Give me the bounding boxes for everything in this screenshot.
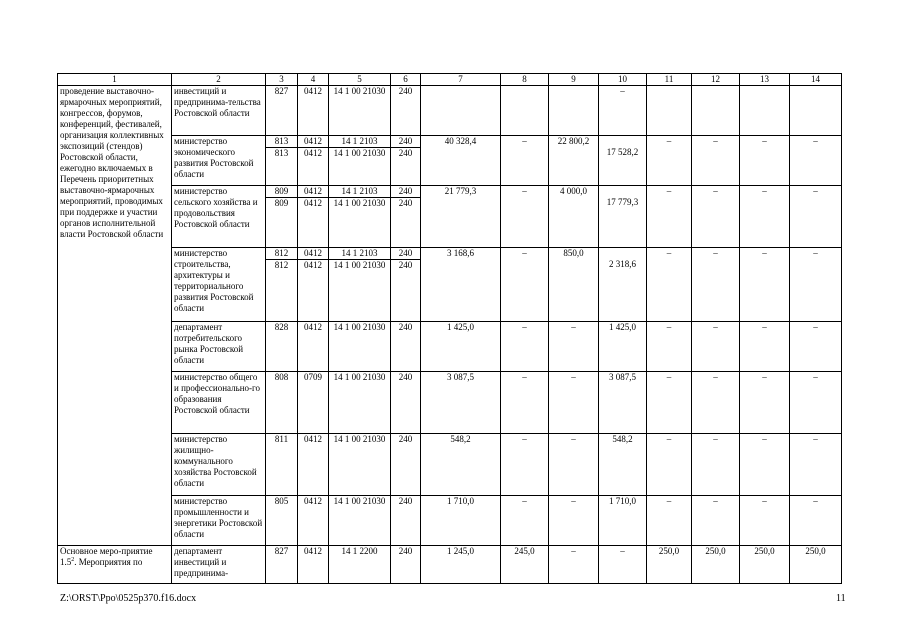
cell-c5-line: 14 1 2103: [341, 248, 378, 258]
cell-c13: –: [740, 136, 790, 186]
cell-c11: 250,0: [647, 546, 692, 584]
cell-c6-line: 240: [391, 259, 420, 271]
table-row: [58, 136, 842, 186]
cell-c8: –: [501, 322, 549, 372]
cell-c3-line: 827: [274, 86, 289, 96]
cell-c10: 548,2: [599, 434, 647, 496]
cell-c9: –: [549, 434, 599, 496]
executor-org: департамент инвестиций и предпринима-: [172, 546, 266, 584]
cell-c7: 3 168,6: [421, 248, 501, 322]
cell-c14: [790, 86, 842, 136]
cell-c11: –: [647, 136, 692, 186]
cell-c6: [391, 434, 421, 496]
cell-c4: [298, 136, 329, 186]
cell-c4: [298, 434, 329, 496]
activity-title-text: Основное меро-приятие 1.5: [60, 546, 153, 567]
column-header-1: 1: [58, 74, 172, 86]
cell-c6-line: 240: [398, 248, 413, 258]
cell-c9: –: [549, 372, 599, 434]
cell-c4: [298, 86, 329, 136]
cell-c11: –: [647, 322, 692, 372]
cell-c4-line: 0412: [304, 186, 322, 196]
cell-c14: –: [790, 186, 842, 248]
cell-c7: 1 425,0: [421, 322, 501, 372]
column-header-12: 12: [692, 74, 740, 86]
cell-c6-line: 240: [398, 86, 413, 96]
column-header-13: 13: [740, 74, 790, 86]
cell-c10: [599, 136, 647, 186]
cell-c6-line: 240: [398, 434, 413, 444]
cell-c11: –: [647, 496, 692, 546]
cell-c8: –: [501, 434, 549, 496]
cell-c10: 3 087,5: [599, 372, 647, 434]
column-header-11: 11: [647, 74, 692, 86]
cell-c9: –: [549, 496, 599, 546]
cell-c14: 250,0: [790, 546, 842, 584]
cell-c3: [266, 372, 298, 434]
cell-c6-line: 240: [391, 147, 420, 159]
cell-c5: [329, 136, 391, 186]
cell-c13: 250,0: [740, 546, 790, 584]
column-header-9: 9: [549, 74, 599, 86]
cell-c3: [266, 496, 298, 546]
cell-c3-line: 811: [274, 434, 289, 444]
cell-c5: [329, 86, 391, 136]
column-header-8: 8: [501, 74, 549, 86]
cell-c3-line: 813: [266, 147, 297, 159]
cell-c10: [599, 186, 647, 248]
cell-c5-line: 14 1 00 21030: [333, 322, 386, 332]
cell-c13: –: [740, 186, 790, 248]
cell-c4-line: 0412: [304, 248, 322, 258]
cell-c5-line: 14 1 00 21030: [333, 434, 386, 444]
column-header-10: 10: [599, 74, 647, 86]
main-activity-title: [58, 546, 172, 584]
cell-c3: 827: [266, 546, 298, 584]
cell-c12: –: [692, 372, 740, 434]
cell-c6-line: 240: [398, 136, 413, 146]
executor-org: министерство строительства, архитектуры и территориального развития Ростовской области: [172, 248, 266, 322]
cell-c13: –: [740, 372, 790, 434]
table-row: [58, 186, 842, 248]
cell-c6: [391, 86, 421, 136]
cell-c8: –: [501, 496, 549, 546]
cell-c6: 240: [391, 546, 421, 584]
cell-c14: –: [790, 496, 842, 546]
cell-c4-line: 0412: [298, 259, 328, 271]
table-row: [58, 434, 842, 496]
cell-c12: –: [692, 322, 740, 372]
cell-c11: –: [647, 186, 692, 248]
cell-c10-value: 17 779,3: [606, 197, 639, 207]
cell-c10: –: [599, 546, 647, 584]
cell-c12: –: [692, 248, 740, 322]
cell-c9: 4 000,0: [549, 186, 599, 248]
executor-org: инвестиций и предпринима-тельства Ростовской области: [172, 86, 266, 136]
column-header-4: 4: [298, 74, 329, 86]
executor-org: министерство экономического развития Ростовской области: [172, 136, 266, 186]
cell-c6: [391, 322, 421, 372]
cell-c5-line: 14 1 00 21030: [333, 86, 386, 96]
cell-c3-line: 808: [274, 372, 289, 382]
cell-c6: [391, 248, 421, 322]
cell-c14: –: [790, 322, 842, 372]
cell-c4-line: 0412: [304, 434, 322, 444]
cell-c10: –: [599, 86, 647, 136]
cell-c9: 22 800,2: [549, 136, 599, 186]
header-row: [58, 74, 842, 86]
cell-c4: [298, 372, 329, 434]
column-header-2: 2: [172, 74, 266, 86]
table-row: [58, 322, 842, 372]
cell-c4: [298, 322, 329, 372]
cell-c5-line: 14 1 2103: [341, 186, 378, 196]
cell-c6-line: 240: [398, 496, 413, 506]
cell-c10-value: 2 318,6: [609, 259, 636, 269]
cell-c9: [549, 86, 599, 136]
cell-c12: –: [692, 136, 740, 186]
cell-c5-line: 14 1 00 21030: [333, 372, 386, 382]
cell-c5-line: 14 1 00 21030: [329, 259, 390, 271]
activity-title-tail: . Мероприятия по: [74, 557, 143, 567]
cell-c10: 1 710,0: [599, 496, 647, 546]
column-header-6: 6: [391, 74, 421, 86]
cell-c5: [329, 248, 391, 322]
cell-c4: [298, 186, 329, 248]
cell-c4: 0412: [298, 546, 329, 584]
cell-c12: –: [692, 186, 740, 248]
cell-c7: 3 087,5: [421, 372, 501, 434]
cell-c4-line: 0412: [298, 197, 328, 209]
cell-c8: –: [501, 372, 549, 434]
cell-c4-line: 0412: [304, 322, 322, 332]
cell-c5: [329, 322, 391, 372]
cell-c8: 245,0: [501, 546, 549, 584]
cell-c7: 21 779,3: [421, 186, 501, 248]
cell-c9: –: [549, 322, 599, 372]
cell-c5: [329, 496, 391, 546]
cell-c12: [692, 86, 740, 136]
cell-c10: [599, 248, 647, 322]
cell-c11: –: [647, 372, 692, 434]
cell-c8: [501, 86, 549, 136]
table-row: [58, 86, 842, 136]
cell-c4: [298, 496, 329, 546]
page-number: 11: [836, 593, 846, 604]
cell-c4-line: 0412: [304, 136, 322, 146]
cell-c3-line: 812: [274, 248, 289, 258]
column-header-3: 3: [266, 74, 298, 86]
column-header-7: 7: [421, 74, 501, 86]
cell-c10: 1 425,0: [599, 322, 647, 372]
cell-c5: 14 1 2200: [329, 546, 391, 584]
cell-c8: –: [501, 136, 549, 186]
cell-c14: –: [790, 372, 842, 434]
cell-c7: 548,2: [421, 434, 501, 496]
executor-org: министерство сельского хозяйства и продовольствия Ростовской области: [172, 186, 266, 248]
table-row: [58, 248, 842, 322]
cell-c3-line: 828: [274, 322, 289, 332]
cell-c8: –: [501, 186, 549, 248]
cell-c3-line: 813: [274, 136, 289, 146]
cell-c11: –: [647, 248, 692, 322]
cell-c3: [266, 136, 298, 186]
cell-c13: –: [740, 434, 790, 496]
cell-c6-line: 240: [398, 372, 413, 382]
cell-c6: [391, 372, 421, 434]
cell-c8: –: [501, 248, 549, 322]
cell-c6-line: 240: [398, 186, 413, 196]
cell-c11: –: [647, 434, 692, 496]
cell-c6-line: 240: [398, 322, 413, 332]
cell-c9: 850,0: [549, 248, 599, 322]
cell-c7: 1 245,0: [421, 546, 501, 584]
column-header-5: 5: [329, 74, 391, 86]
budget-table: [57, 73, 842, 584]
cell-c9: –: [549, 546, 599, 584]
cell-c14: –: [790, 136, 842, 186]
file-path: Z:\ORST\Ppo\0525p370.f16.docx: [60, 593, 197, 604]
cell-c3: [266, 186, 298, 248]
cell-c5-line: 14 1 00 21030: [329, 197, 390, 209]
cell-c4-line: 0412: [304, 496, 322, 506]
cell-c7: 40 328,4: [421, 136, 501, 186]
cell-c7: [421, 86, 501, 136]
cell-c3: [266, 86, 298, 136]
cell-c5-line: 14 1 2103: [341, 136, 378, 146]
executor-org: министерство жилищно-коммунального хозяйства Ростовской области: [172, 434, 266, 496]
cell-c10-value: 17 528,2: [606, 147, 639, 157]
cell-c4: [298, 248, 329, 322]
cell-c5-line: 14 1 00 21030: [329, 147, 390, 159]
cell-c5: [329, 372, 391, 434]
cell-c13: –: [740, 496, 790, 546]
table-row: [58, 496, 842, 546]
activity-description: проведение выставочно-ярмарочных мероприятий, конгрессов, форумов, конференций, фестивалей, организация коллективных экспозиций (стендов) Ростовской области, ежегодно включаемых в Перечень приоритетных выставочно-ярмарочных мероприятий, проводимых при поддержке и участии органов исполнительной власти Ростовской области: [58, 86, 172, 546]
cell-c3: [266, 322, 298, 372]
cell-c3: [266, 434, 298, 496]
cell-c5: [329, 434, 391, 496]
cell-c11: [647, 86, 692, 136]
table-row: [58, 372, 842, 434]
cell-c14: –: [790, 434, 842, 496]
cell-c6-line: 240: [391, 197, 420, 209]
activity-superscript: 2: [71, 557, 75, 563]
cell-c3-line: 809: [274, 186, 289, 196]
cell-c3-line: 812: [266, 259, 297, 271]
cell-c6: [391, 186, 421, 248]
cell-c13: –: [740, 322, 790, 372]
column-header-14: 14: [790, 74, 842, 86]
cell-c4-line: 0709: [304, 372, 322, 382]
cell-c4-line: 0412: [298, 147, 328, 159]
cell-c12: –: [692, 496, 740, 546]
table-row: [58, 546, 842, 584]
cell-c12: –: [692, 434, 740, 496]
cell-c13: –: [740, 248, 790, 322]
cell-c14: –: [790, 248, 842, 322]
executor-org: департамент потребительского рынка Ростовской области: [172, 322, 266, 372]
cell-c6: [391, 496, 421, 546]
cell-c4-line: 0412: [304, 86, 322, 96]
cell-c3-line: 805: [274, 496, 289, 506]
cell-c12: 250,0: [692, 546, 740, 584]
cell-c6: [391, 136, 421, 186]
cell-c5-line: 14 1 00 21030: [333, 496, 386, 506]
cell-c7: 1 710,0: [421, 496, 501, 546]
executor-org: министерство общего и профессионально-го образования Ростовской области: [172, 372, 266, 434]
cell-c3: [266, 248, 298, 322]
cell-c3-line: 809: [266, 197, 297, 209]
cell-c13: [740, 86, 790, 136]
cell-c5: [329, 186, 391, 248]
executor-org: министерство промышленности и энергетики Ростовской области: [172, 496, 266, 546]
